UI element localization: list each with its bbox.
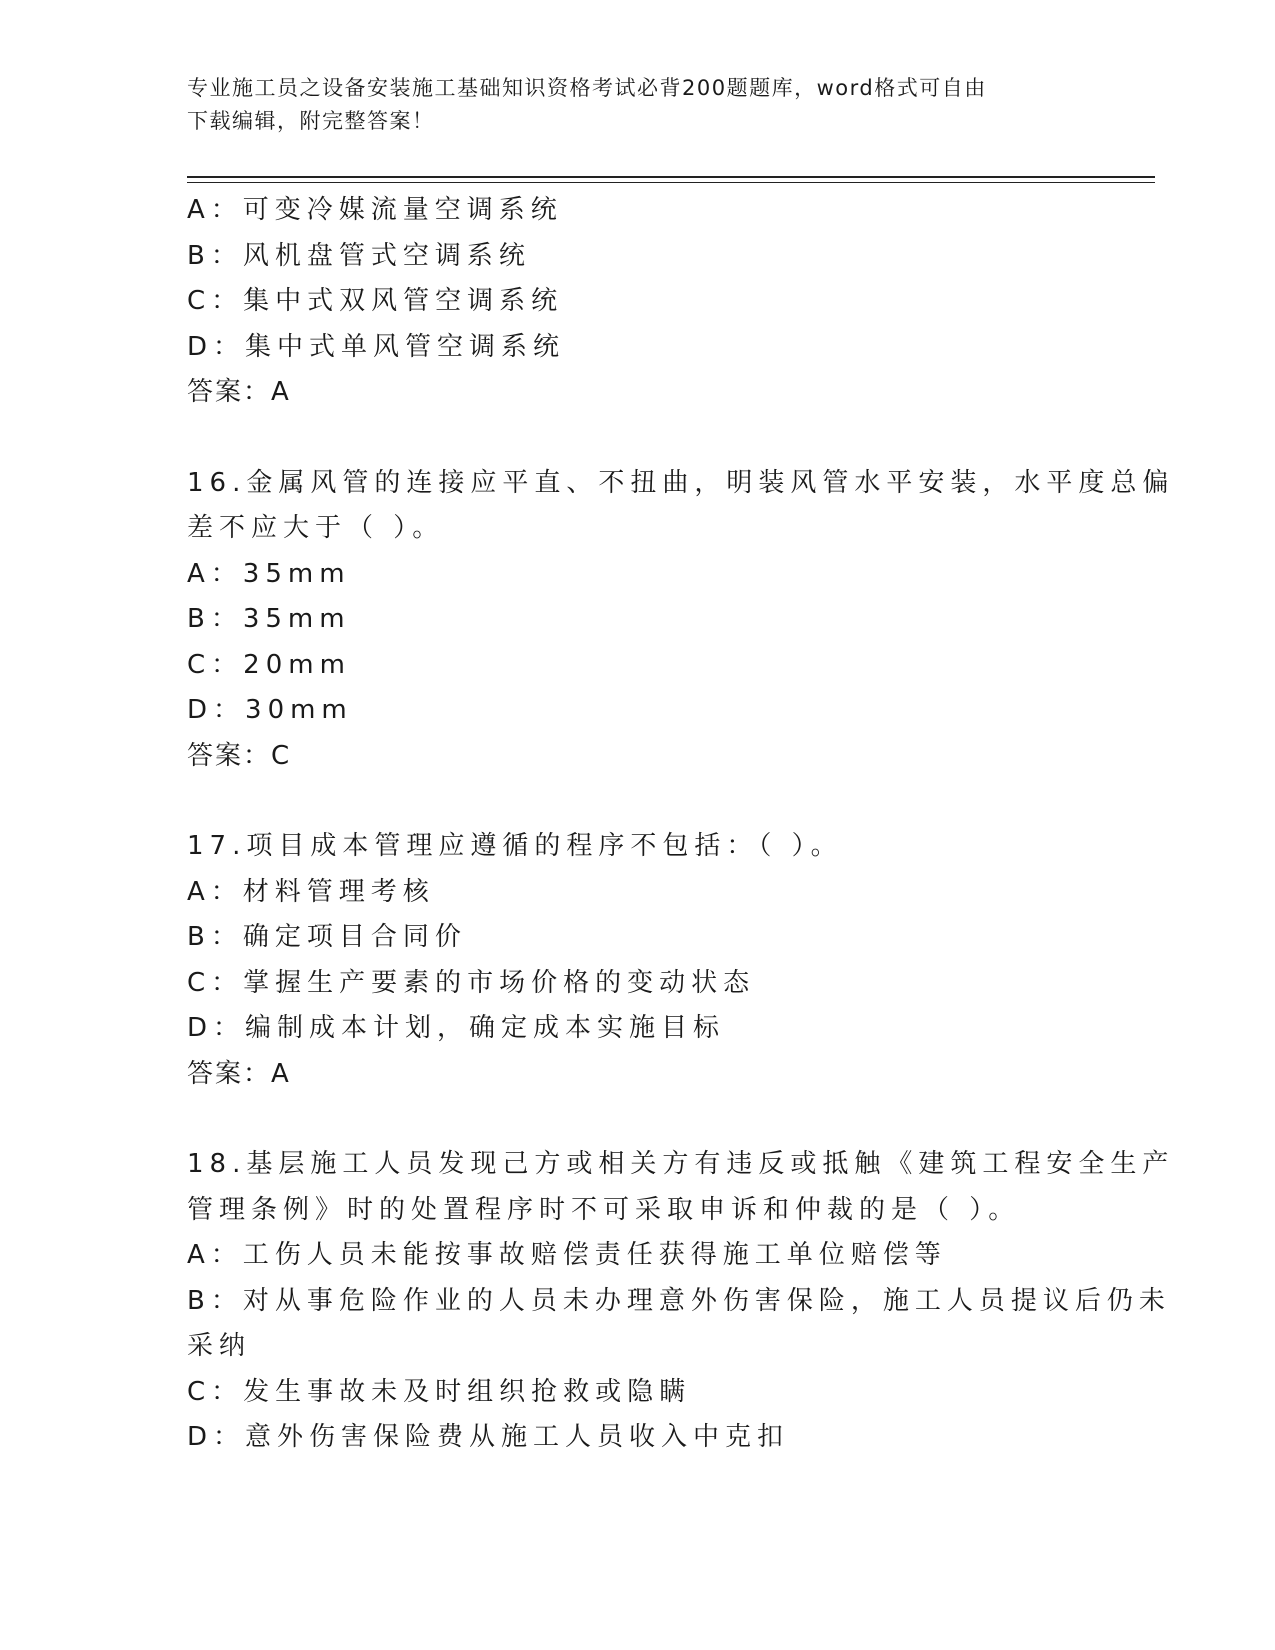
- option-b: B：风机盘管式空调系统: [187, 240, 531, 271]
- option-b: B：确定项目合同价: [187, 922, 467, 952]
- question-16: [187, 461, 1175, 780]
- option-a: A：材料管理考核: [187, 876, 435, 907]
- option-b-continued: 采纳: [187, 1331, 252, 1361]
- option-a: A：可变冷媒流量空调系统: [187, 195, 563, 225]
- question-text-line: 18.基层施工人员发现己方或相关方有违反或抵触《建筑工程安全生产: [187, 1149, 1175, 1179]
- header-line-2: 下载编辑，附完整答案！: [187, 109, 435, 133]
- document-header: [187, 72, 1067, 138]
- question-15: [187, 188, 1087, 416]
- option-c: C：集中式双风管空调系统: [187, 286, 564, 316]
- header-line-1: 专业施工员之设备安装施工基础知识资格考试必背200题题库，word格式可自由: [187, 76, 987, 100]
- answer: 答案：C: [187, 740, 292, 771]
- question-list: [187, 188, 1175, 1461]
- header-rule-thick: [187, 176, 1155, 178]
- option-d: D：编制成本计划，确定成本实施目标: [187, 1013, 726, 1043]
- option-a: A：35mm: [187, 558, 351, 589]
- question-text-line: 17.项目成本管理应遵循的程序不包括：（ ）。: [187, 831, 843, 861]
- option-b: B：35mm: [187, 604, 351, 634]
- spacer: [187, 416, 1087, 461]
- answer: 答案：A: [187, 1058, 291, 1089]
- option-c: C：掌握生产要素的市场价格的变动状态: [187, 967, 756, 998]
- option-b: B：对从事危险作业的人员未办理意外伤害保险，施工人员提议后仍未: [187, 1285, 1171, 1316]
- option-d: D：集中式单风管空调系统: [187, 331, 566, 362]
- answer: 答案：A: [187, 377, 291, 407]
- question-18: [187, 1142, 1175, 1461]
- option-c: C：20mm: [187, 649, 351, 680]
- question-17: [187, 824, 1087, 1097]
- option-d: D：30mm: [187, 695, 353, 725]
- spacer: [187, 779, 1087, 824]
- question-text-line: 差不应大于（ ）。: [187, 513, 445, 543]
- option-c: C：发生事故未及时组织抢救或隐瞒: [187, 1376, 692, 1407]
- spacer: [187, 1097, 1087, 1142]
- header-rule-thin: [187, 182, 1155, 183]
- question-text-line: 管理条例》时的处置程序时不可采取申诉和仲裁的是（ ）。: [187, 1194, 1021, 1225]
- question-text-line: 16.金属风管的连接应平直、不扭曲，明装风管水平安装，水平度总偏: [187, 467, 1175, 498]
- option-a: A：工伤人员未能按事故赔偿责任获得施工单位赔偿等: [187, 1240, 947, 1270]
- option-d: D：意外伤害保险费从施工人员收入中克扣: [187, 1422, 790, 1452]
